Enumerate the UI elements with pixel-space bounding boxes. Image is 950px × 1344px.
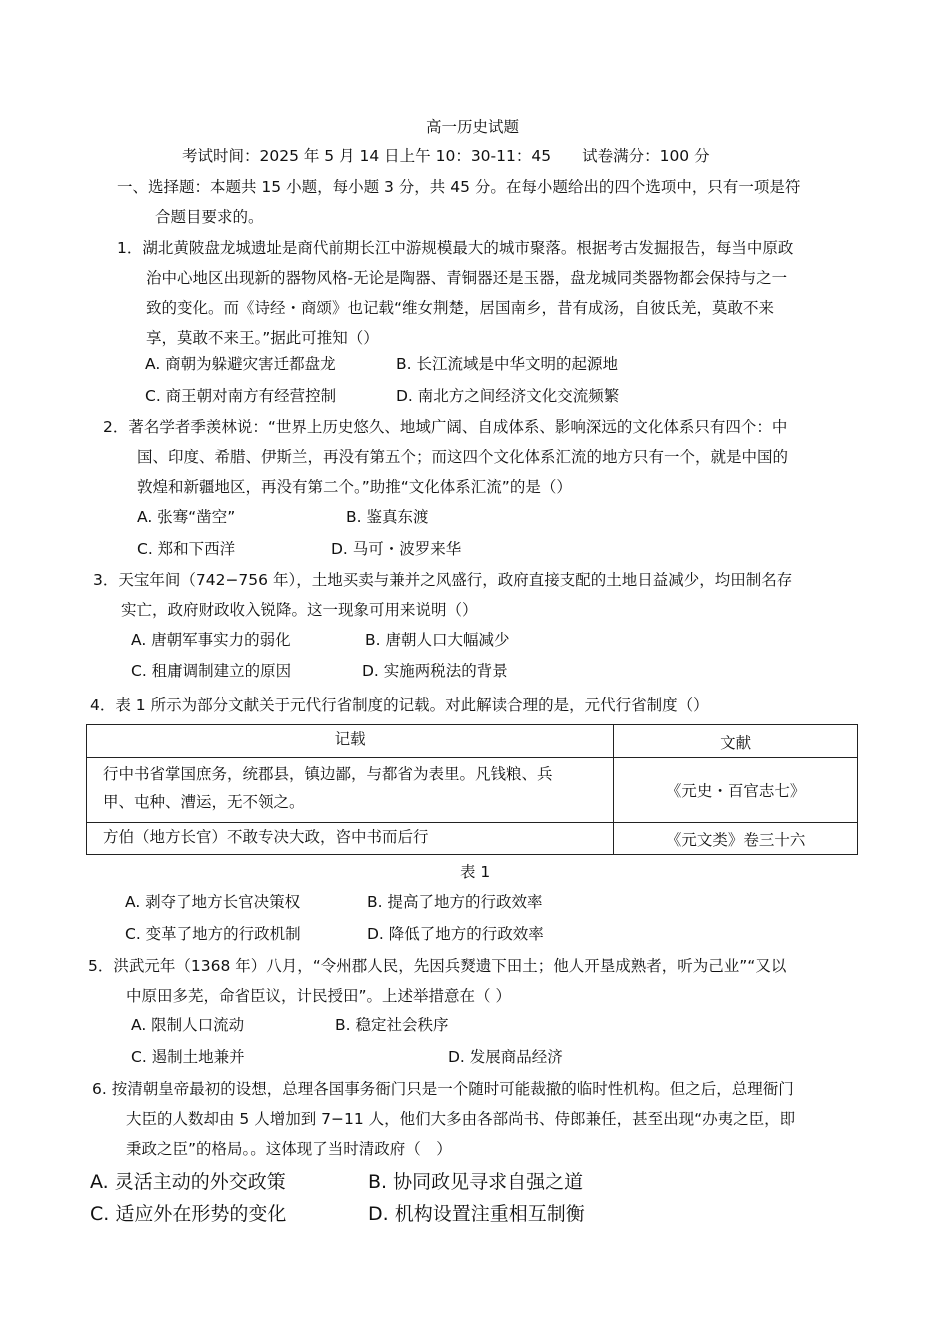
question-line: 享，莫敢不来王。”据此可推知（） xyxy=(146,329,379,347)
question-1-option-d: D. 南北方之间经济文化交流频繁 xyxy=(396,387,620,405)
question-6-option-c: C. 适应外在形势的变化 xyxy=(90,1203,287,1225)
table-caption: 表 1 xyxy=(460,863,491,881)
question-line: 6. 按清朝皇帝最初的设想，总理各国事务衙门只是一个随时可能裁撤的临时性机构。但之后，总理衙门 xyxy=(92,1080,794,1098)
question-2-stem xyxy=(103,412,788,502)
record-line: 方伯（地方长官）不敢专决大政，咨中书而后行 xyxy=(103,828,429,846)
question-3-stem xyxy=(93,565,792,625)
question-3-option-a: A. 唐朝军事实力的弱化 xyxy=(131,631,291,649)
question-5-stem xyxy=(88,951,786,1011)
table-cell-source: 《元文类》卷三十六 xyxy=(614,823,858,855)
question-5-option-d: D. 发展商品经济 xyxy=(448,1048,563,1066)
question-4-option-c: C. 变革了地方的行政机制 xyxy=(125,925,301,943)
table-cell-record xyxy=(87,758,614,823)
question-line: 国、印度、希腊、伊斯兰，再没有第五个；而这四个文化体系汇流的地方只有一个，就是中国的 xyxy=(137,448,789,466)
table-cell-record xyxy=(87,823,614,855)
question-line: 1．湖北黄陂盘龙城遗址是商代前期长江中游规模最大的城市聚落。根据考古发掘报告，每当中原政 xyxy=(117,239,794,257)
question-3-option-b: B. 唐朝人口大幅减少 xyxy=(365,631,510,649)
question-4-stem: 4．表 1 所示为部分文献关于元代行省制度的记载。对此解读合理的是，元代行省制度（） xyxy=(90,696,709,714)
question-5-option-b: B. 稳定社会秩序 xyxy=(335,1016,449,1034)
section-heading-line: 合题目要求的。 xyxy=(155,208,264,226)
question-4-option-b: B. 提高了地方的行政效率 xyxy=(367,893,543,911)
question-line: 敦煌和新疆地区，再没有第二个。”助推“文化体系汇流”的是（） xyxy=(137,478,572,496)
question-3-option-d: D. 实施两税法的背景 xyxy=(362,662,508,680)
table-header-record: 记载 xyxy=(87,725,614,758)
question-2-option-d: D. 马可・波罗来华 xyxy=(331,540,462,558)
question-1-option-a: A. 商朝为躲避灾害迁都盘龙 xyxy=(145,355,336,373)
record-line: 行中书省掌国庶务，统郡县，镇边鄙，与都省为表里。凡钱粮、兵 xyxy=(103,765,553,783)
question-6-option-b: B. 协同政见寻求自强之道 xyxy=(368,1171,584,1193)
question-line: 致的变化。而《诗经・商颂》也记载“维女荆楚，居国南乡，昔有成汤，自彼氐羌，莫敢不来 xyxy=(146,299,775,317)
question-line: 3．天宝年间（742−756 年），土地买卖与兼并之风盛行，政府直接支配的土地日益减少，均田制名存 xyxy=(93,571,793,589)
page-title: 高一历史试题 xyxy=(426,118,520,136)
record-table xyxy=(86,724,858,855)
question-line: 5．洪武元年（1368 年）八月，“令州郡人民，先因兵燹遗下田土；他人开垦成熟者，听为己业”“又以 xyxy=(88,957,787,975)
question-1-option-c: C. 商王朝对南方有经营控制 xyxy=(145,387,337,405)
section-heading xyxy=(117,172,800,232)
question-line: 秉政之臣”的格局。。这体现了当时清政府（ ） xyxy=(126,1140,452,1158)
table-row xyxy=(87,823,858,855)
question-line: 大臣的人数却由 5 人增加到 7−11 人，他们大多由各部尚书、侍郎兼任，甚至出现“办夷之臣，即 xyxy=(126,1110,796,1128)
question-5-option-a: A. 限制人口流动 xyxy=(131,1016,245,1034)
table-row xyxy=(87,758,858,823)
section-heading-line: 一、选择题：本题共 15 小题，每小题 3 分，共 45 分。在每小题给出的四个选项中，只有一项是符 xyxy=(117,178,801,196)
question-line: 治中心地区出现新的器物风格-无论是陶器、青铜器还是玉器，盘龙城同类器物都会保持与之一 xyxy=(146,269,788,287)
table-cell-source: 《元史・百官志七》 xyxy=(614,758,858,823)
question-line: 2．著名学者季羡林说：“世界上历史悠久、地域广阔、自成体系、影响深远的文化体系只有四个：中 xyxy=(103,418,788,436)
question-1-option-b: B. 长江流域是中华文明的起源地 xyxy=(396,355,618,373)
exam-info: 考试时间：2025 年 5 月 14 日上午 10：30-11：45 试卷满分：100 分 xyxy=(182,147,710,165)
question-1-stem xyxy=(117,233,793,353)
record-line: 甲、屯种、漕运，无不领之。 xyxy=(103,793,305,811)
question-2-option-a: A. 张骞“凿空” xyxy=(137,508,236,526)
question-3-option-c: C. 租庸调制建立的原因 xyxy=(131,662,292,680)
question-line: 实亡，政府财政收入锐降。这一现象可用来说明（） xyxy=(121,601,478,619)
question-4-option-d: D. 降低了地方的行政效率 xyxy=(367,925,544,943)
question-6-option-d: D. 机构设置注重相互制衡 xyxy=(368,1203,585,1225)
table-header-row xyxy=(87,725,858,758)
question-6-option-a: A. 灵活主动的外交政策 xyxy=(90,1171,286,1193)
table-header-source: 文献 xyxy=(614,725,858,758)
question-line: 中原田多芜，命省臣议，计民授田”。上述举措意在（ ） xyxy=(126,987,511,1005)
question-6-stem xyxy=(92,1074,795,1164)
question-2-option-c: C. 郑和下西洋 xyxy=(137,540,236,558)
question-2-option-b: B. 鉴真东渡 xyxy=(346,508,429,526)
question-4-option-a: A. 剥夺了地方长官决策权 xyxy=(125,893,301,911)
question-5-option-c: C. 遏制土地兼并 xyxy=(131,1048,245,1066)
